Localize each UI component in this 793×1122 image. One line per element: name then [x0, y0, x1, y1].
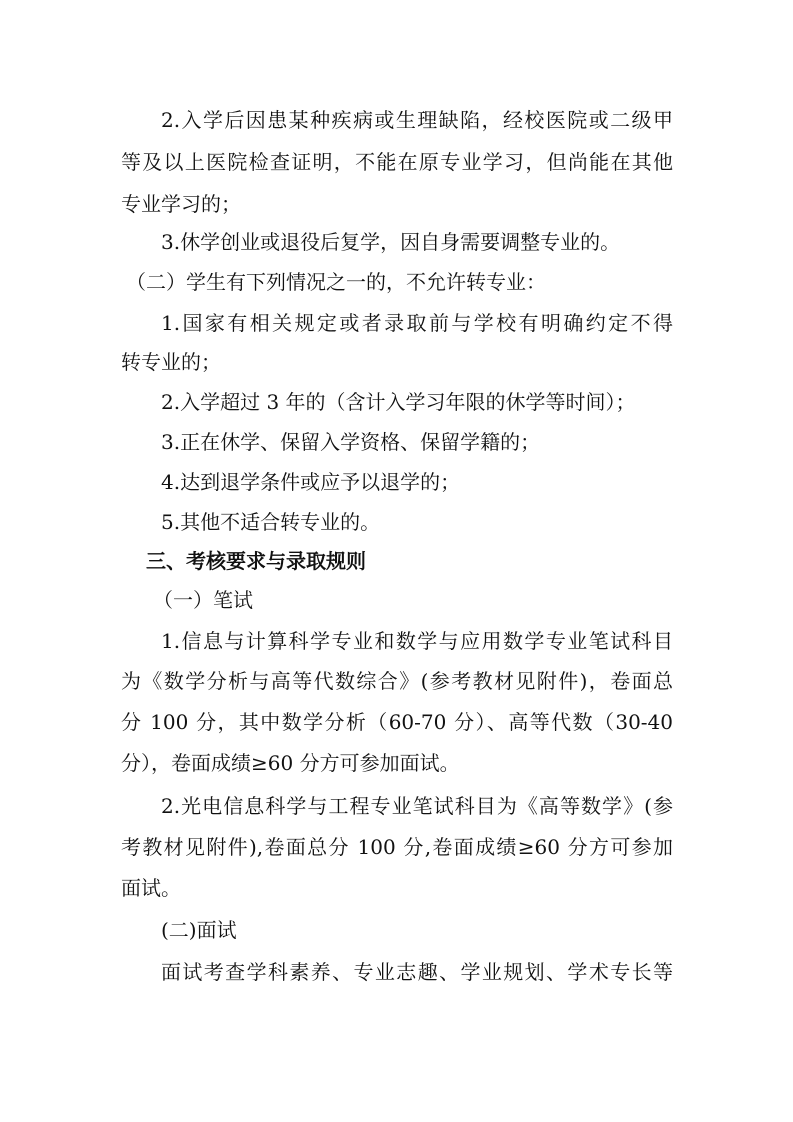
paragraph-line: 3.正在休学、保留入学资格、保留学籍的；: [161, 430, 541, 454]
paragraph-line: 考教材见附件),卷面总分 100 分,卷面成绩≥60 分方可参加: [121, 835, 673, 859]
section-subheading: （一）笔试: [153, 588, 253, 612]
paragraph-line: 5.其他不适合转专业的。: [161, 510, 381, 534]
paragraph-line: 分 100 分，其中数学分析（60-70 分）、高等代数（30-40: [121, 710, 673, 734]
paragraph-line: 转专业的；: [121, 350, 221, 374]
paragraph-line: 专业学习的；: [121, 192, 241, 216]
section-subheading: (二)面试: [161, 918, 237, 942]
paragraph-line: 2.入学后因患某种疾病或生理缺陷，经校医院或二级甲: [161, 108, 673, 132]
section-subheading: （二）学生有下列情况之一的，不允许转专业：: [126, 270, 546, 294]
paragraph-line: 2.光电信息科学与工程专业笔试科目为《高等数学》(参: [161, 794, 673, 818]
paragraph-line: 2.入学超过 3 年的（含计入学习年限的休学等时间）；: [161, 390, 636, 414]
paragraph-line: 1.国家有相关规定或者录取前与学校有明确约定不得: [161, 311, 673, 335]
paragraph-line: 分），卷面成绩≥60 分方可参加面试。: [121, 751, 460, 775]
paragraph-line: 3.休学创业或退役后复学，因自身需要调整专业的。: [161, 230, 621, 254]
paragraph-line: 4.达到退学条件或应予以退学的；: [161, 470, 461, 494]
paragraph-line: 等及以上医院检查证明，不能在原专业学习，但尚能在其他: [121, 150, 673, 174]
paragraph-line: 为《数学分析与高等代数综合》(参考教材见附件)，卷面总: [121, 669, 673, 693]
paragraph-line: 1.信息与计算科学专业和数学与应用数学专业笔试科目: [161, 629, 673, 653]
section-heading: 三、考核要求与录取规则: [146, 549, 366, 573]
paragraph-line: 面试。: [121, 876, 181, 900]
paragraph-line: 面试考查学科素养、专业志趣、学业规划、学术专长等: [161, 960, 673, 984]
